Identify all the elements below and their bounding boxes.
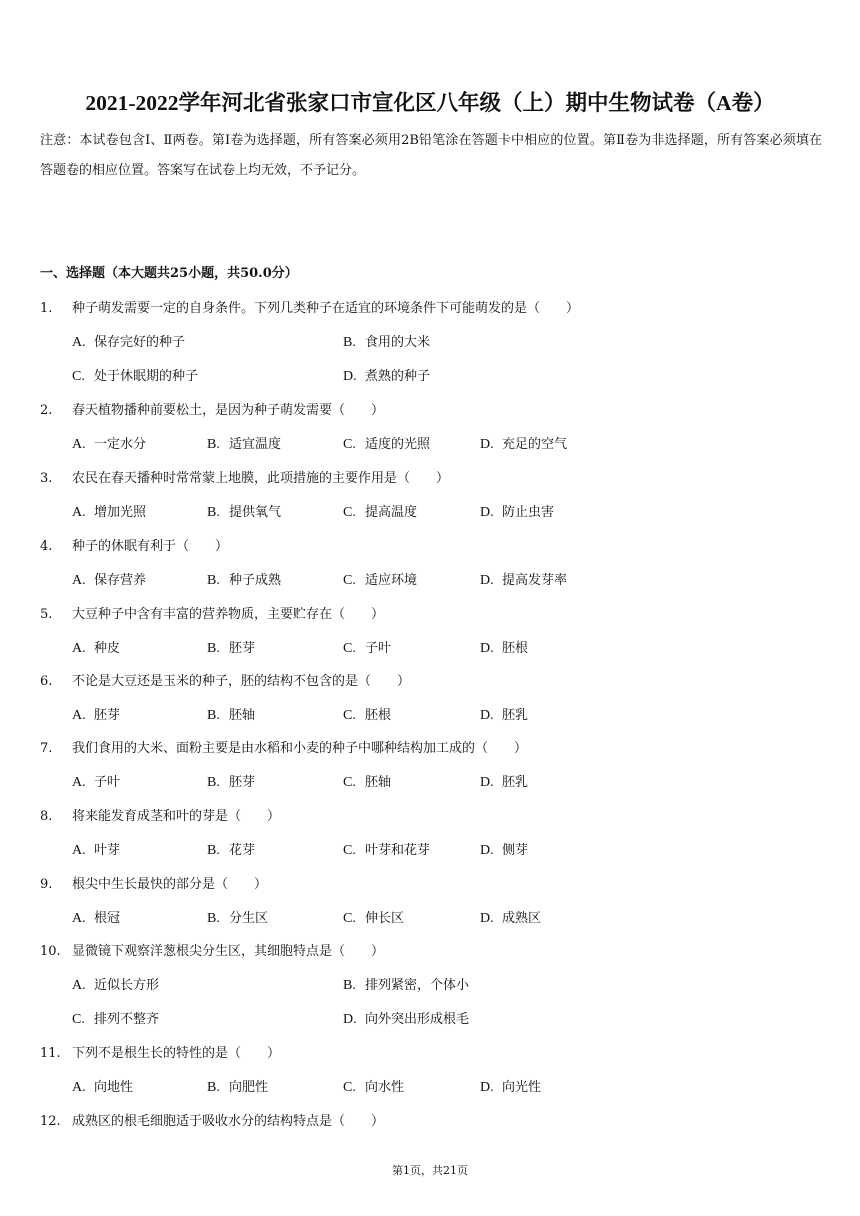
- question-text: 下列不是根生长的特性的是（ ）: [72, 1046, 281, 1061]
- question-text: 根尖中生长最快的部分是（ ）: [72, 877, 268, 892]
- option-text: 保存完好的种子: [94, 335, 186, 350]
- page-footer: 第1页，共21页: [392, 1164, 468, 1177]
- question-text: 农民在春天播种时常常蒙上地膜，此项措施的主要作用是（ ）: [72, 471, 450, 486]
- option-letter: B.: [207, 843, 220, 858]
- option-text: 胚轴: [229, 708, 256, 723]
- option-text: 胚芽: [229, 641, 256, 656]
- option-d: [480, 771, 528, 791]
- option-a: [72, 331, 185, 351]
- option-text: 近似长方形: [94, 978, 160, 993]
- option-letter: D.: [480, 775, 494, 790]
- option-b: [343, 331, 430, 351]
- option-text: 成熟区: [502, 911, 542, 926]
- option-text: 向水性: [365, 1080, 405, 1095]
- option-a: [72, 907, 120, 927]
- option-letter: B.: [207, 911, 220, 926]
- question-number: 10.: [40, 944, 61, 959]
- option-a: [72, 974, 159, 994]
- option-a: [72, 569, 146, 589]
- option-letter: B.: [343, 978, 356, 993]
- option-b: [207, 907, 268, 927]
- option-text: 适应环境: [365, 573, 418, 588]
- option-d: [480, 501, 554, 521]
- question-text: 春天植物播种前要松土，是因为种子萌发需要（ ）: [72, 403, 385, 418]
- question-text: 成熟区的根毛细胞适于吸收水分的结构特点是（ ）: [72, 1114, 385, 1129]
- option-letter: A.: [72, 505, 86, 520]
- question-text: 我们食用的大米、面粉主要是由水稻和小麦的种子中哪种结构加工成的（ ）: [72, 741, 528, 756]
- option-letter: A.: [72, 1080, 86, 1095]
- option-text: 胚芽: [94, 708, 121, 723]
- option-c: [343, 501, 417, 521]
- question-stem: [40, 873, 267, 892]
- option-text: 胚根: [502, 641, 529, 656]
- option-text: 伸长区: [365, 911, 405, 926]
- option-a: [72, 771, 120, 791]
- option-d: [343, 365, 430, 385]
- question-stem: [40, 535, 228, 554]
- option-b: [207, 771, 255, 791]
- question-number: 7.: [40, 741, 53, 756]
- option-d: [480, 907, 541, 927]
- option-text: 根冠: [94, 911, 121, 926]
- option-d: [480, 1076, 541, 1096]
- option-text: 花芽: [229, 843, 256, 858]
- option-letter: C.: [343, 505, 356, 520]
- option-d: [480, 704, 528, 724]
- question-stem: [40, 1110, 384, 1129]
- question-stem: [40, 1042, 280, 1061]
- option-c: [343, 839, 430, 859]
- option-letter: B.: [207, 505, 220, 520]
- option-text: 侧芽: [502, 843, 529, 858]
- option-c: [72, 365, 198, 385]
- question-number: 4.: [40, 539, 53, 554]
- option-text: 向外突出形成根毛: [365, 1012, 470, 1027]
- option-text: 排列紧密，个体小: [365, 978, 470, 993]
- question-text: 不论是大豆还是玉米的种子，胚的结构不包含的是（ ）: [72, 674, 411, 689]
- option-letter: C.: [343, 911, 356, 926]
- option-text: 向地性: [94, 1080, 134, 1095]
- option-a: [72, 433, 146, 453]
- option-text: 叶芽和花芽: [365, 843, 431, 858]
- section-heading: 一、选择题（本大题共25小题，共50.0分）: [40, 266, 298, 281]
- option-letter: B.: [343, 335, 356, 350]
- option-text: 种子成熟: [229, 573, 282, 588]
- option-b: [207, 501, 281, 521]
- option-b: [207, 1076, 268, 1096]
- option-letter: B.: [207, 437, 220, 452]
- option-letter: D.: [480, 573, 494, 588]
- option-letter: A.: [72, 843, 86, 858]
- option-text: 充足的空气: [502, 437, 568, 452]
- option-b: [207, 704, 255, 724]
- option-c: [343, 704, 391, 724]
- option-c: [343, 771, 391, 791]
- option-text: 胚轴: [365, 775, 392, 790]
- question-stem: [40, 603, 384, 622]
- option-a: [72, 1076, 133, 1096]
- option-text: 分生区: [229, 911, 269, 926]
- question-text: 大豆种子中含有丰富的营养物质，主要贮存在（ ）: [72, 607, 385, 622]
- option-a: [72, 839, 120, 859]
- option-c: [343, 907, 404, 927]
- option-letter: D.: [480, 843, 494, 858]
- option-d: [480, 637, 528, 657]
- option-letter: C.: [343, 437, 356, 452]
- option-letter: B.: [207, 1080, 220, 1095]
- option-letter: C.: [343, 843, 356, 858]
- option-letter: C.: [72, 1012, 85, 1027]
- question-number: 9.: [40, 877, 53, 892]
- option-letter: D.: [343, 1012, 357, 1027]
- option-text: 提高发芽率: [502, 573, 568, 588]
- option-letter: D.: [343, 369, 357, 384]
- option-text: 胚乳: [502, 708, 529, 723]
- question-text: 将来能发育成茎和叶的芽是（ ）: [72, 809, 281, 824]
- option-c: [343, 433, 430, 453]
- option-text: 种皮: [94, 641, 121, 656]
- option-letter: A.: [72, 911, 86, 926]
- option-text: 胚根: [365, 708, 392, 723]
- option-letter: D.: [480, 505, 494, 520]
- question-number: 3.: [40, 471, 53, 486]
- option-letter: D.: [480, 911, 494, 926]
- option-letter: C.: [343, 641, 356, 656]
- option-letter: B.: [207, 708, 220, 723]
- option-letter: C.: [343, 1080, 356, 1095]
- option-text: 提供氧气: [229, 505, 282, 520]
- question-stem: [40, 297, 579, 316]
- option-letter: A.: [72, 978, 86, 993]
- option-text: 煮熟的种子: [365, 369, 431, 384]
- question-number: 11.: [40, 1046, 61, 1061]
- option-letter: B.: [207, 641, 220, 656]
- option-b: [343, 974, 469, 994]
- option-letter: A.: [72, 708, 86, 723]
- option-d: [480, 433, 567, 453]
- option-text: 向光性: [502, 1080, 542, 1095]
- option-c: [343, 569, 417, 589]
- option-a: [72, 501, 146, 521]
- question-stem: [40, 940, 384, 959]
- question-stem: [40, 805, 280, 824]
- page-title: 2021-2022学年河北省张家口市宣化区八年级（上）期中生物试卷（A卷）: [85, 91, 775, 115]
- option-b: [207, 433, 281, 453]
- question-number: 6.: [40, 674, 53, 689]
- option-text: 子叶: [94, 775, 121, 790]
- question-stem: [40, 737, 527, 756]
- option-text: 适度的光照: [365, 437, 431, 452]
- option-letter: D.: [480, 1080, 494, 1095]
- question-text: 显微镜下观察洋葱根尖分生区，其细胞特点是（ ）: [72, 944, 385, 959]
- option-c: [343, 637, 391, 657]
- option-text: 叶芽: [94, 843, 121, 858]
- option-text: 胚芽: [229, 775, 256, 790]
- question-text: 种子萌发需要一定的自身条件。下列几类种子在适宜的环境条件下可能萌发的是（ ）: [72, 301, 580, 316]
- option-text: 处于休眠期的种子: [94, 369, 199, 384]
- option-text: 提高温度: [365, 505, 418, 520]
- exam-notice: 注意：本试卷包含Ⅰ、Ⅱ两卷。第Ⅰ卷为选择题，所有答案必须用2B铅笔涂在答题卡中相应的位置。第Ⅱ卷为非选择题，所有答案必须填在答题卷的相应位置。答案写在试卷上均无效，不予记分。: [40, 133, 822, 178]
- option-text: 子叶: [365, 641, 392, 656]
- option-letter: C.: [343, 708, 356, 723]
- question-number: 5.: [40, 607, 53, 622]
- option-d: [480, 839, 528, 859]
- option-a: [72, 704, 120, 724]
- option-text: 向肥性: [229, 1080, 269, 1095]
- option-text: 增加光照: [94, 505, 147, 520]
- option-letter: C.: [72, 369, 85, 384]
- option-text: 胚乳: [502, 775, 529, 790]
- question-stem: [40, 670, 410, 689]
- question-text: 种子的休眠有利于（ ）: [72, 539, 229, 554]
- option-letter: C.: [343, 775, 356, 790]
- option-b: [207, 637, 255, 657]
- question-stem: [40, 399, 384, 418]
- option-letter: D.: [480, 708, 494, 723]
- option-text: 食用的大米: [365, 335, 431, 350]
- option-d: [480, 569, 567, 589]
- option-letter: D.: [480, 641, 494, 656]
- option-b: [207, 839, 255, 859]
- option-text: 保存营养: [94, 573, 147, 588]
- option-letter: B.: [207, 775, 220, 790]
- option-letter: A.: [72, 775, 86, 790]
- option-letter: A.: [72, 437, 86, 452]
- question-number: 2.: [40, 403, 53, 418]
- option-letter: A.: [72, 641, 86, 656]
- question-number: 12.: [40, 1114, 61, 1129]
- option-d: [343, 1008, 469, 1028]
- option-text: 排列不整齐: [94, 1012, 160, 1027]
- option-text: 防止虫害: [502, 505, 555, 520]
- question-number: 1.: [40, 301, 53, 316]
- option-letter: B.: [207, 573, 220, 588]
- option-a: [72, 637, 120, 657]
- option-text: 一定水分: [94, 437, 147, 452]
- option-c: [72, 1008, 159, 1028]
- option-letter: A.: [72, 335, 86, 350]
- option-letter: C.: [343, 573, 356, 588]
- option-b: [207, 569, 281, 589]
- question-stem: [40, 467, 449, 486]
- option-letter: A.: [72, 573, 86, 588]
- question-number: 8.: [40, 809, 53, 824]
- option-c: [343, 1076, 404, 1096]
- option-text: 适宜温度: [229, 437, 282, 452]
- option-letter: D.: [480, 437, 494, 452]
